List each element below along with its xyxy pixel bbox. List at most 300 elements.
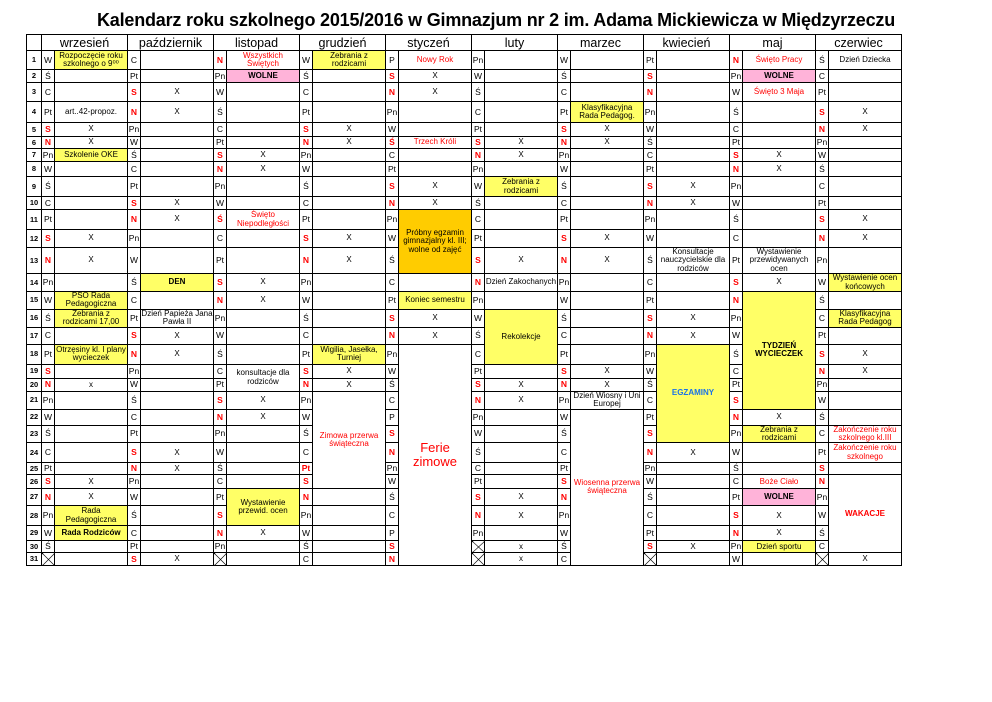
weekday-cell-listopad: W [214, 327, 227, 344]
weekday-cell-luty: Pt [472, 123, 485, 137]
event-cell-luty: X [485, 391, 558, 409]
event-cell-styczen [399, 274, 472, 292]
event-cell-marzec: X [571, 137, 644, 149]
weekday-cell-kwiecien: Pn [644, 463, 656, 474]
event-cell-czerwiec [829, 378, 902, 391]
weekday-cell-styczen: W [386, 364, 399, 378]
event-cell-marzec [571, 70, 644, 83]
weekday-cell-luty: S [472, 137, 485, 149]
weekday-cell-kwiecien: S [644, 541, 657, 553]
weekday-cell-kwiecien: Ś [644, 489, 657, 506]
event-cell-pazdziernik: X [141, 102, 214, 123]
event-cell-czerwiec [829, 162, 902, 177]
event-cell-czerwiec [829, 177, 902, 197]
weekday-cell-styczen: N [386, 83, 399, 102]
weekday-cell-luty: Ś [472, 327, 485, 344]
day-number: 25 [27, 463, 42, 475]
event-cell-wrzesien [55, 391, 128, 409]
weekday-cell-listopad: W [214, 83, 227, 102]
event-cell-pazdziernik [141, 475, 214, 489]
event-cell-czerwiec [829, 248, 902, 274]
weekday-cell-styczen: Ś [386, 378, 399, 391]
weekday-cell-styczen: N [386, 443, 399, 463]
weekday-cell-styczen: S [386, 177, 399, 197]
event-cell-wrzesien: art..42-propoz. [55, 102, 128, 123]
weekday-cell-grudzien: C [300, 83, 313, 102]
weekday-cell-maj: W [730, 83, 743, 102]
event-cell-czerwiec: X [829, 553, 902, 566]
event-cell-maj: Święto Pracy [743, 51, 816, 70]
weekday-cell-maj: W [730, 327, 743, 344]
weekday-cell-czerwiec: Pt [816, 197, 829, 210]
weekday-cell-listopad: W [214, 197, 227, 210]
weekday-cell-kwiecien: Ś [644, 378, 657, 391]
weekday-cell-grudzien: Pn [300, 274, 313, 292]
weekday-cell-styczen: Pt [386, 162, 399, 177]
weekday-cell-maj: N [730, 162, 743, 177]
weekday-cell-grudzien: Pt [300, 210, 313, 230]
event-cell-kwiecien [657, 83, 730, 102]
weekday-cell-listopad: Ś [214, 344, 227, 364]
event-cell-czerwiec [829, 137, 902, 149]
day-row-2 [27, 70, 902, 83]
weekday-cell-wrzesien: S [42, 123, 55, 137]
weekday-cell-wrzesien: N [42, 248, 55, 274]
event-cell-listopad: X [227, 526, 300, 541]
weekday-cell-styczen: Pn [386, 463, 398, 474]
day-number: 23 [27, 425, 42, 443]
weekday-cell-styczen: Ś [386, 137, 399, 149]
weekday-cell-luty: Ś [472, 83, 485, 102]
weekday-cell-wrzesien: Pt [42, 210, 55, 230]
weekday-cell-czerwiec: N [816, 230, 829, 248]
weekday-cell-grudzien: Ś [300, 309, 313, 327]
event-cell-pazdziernik: X [141, 344, 214, 364]
event-cell-maj: TYDZIEŃ WYCIECZEK [743, 291, 816, 409]
weekday-cell-listopad: Pn [214, 541, 226, 552]
event-cell-kwiecien [657, 526, 730, 541]
weekday-cell-maj: Pn [730, 425, 743, 443]
weekday-cell-luty: N [472, 149, 485, 162]
event-cell-listopad [227, 541, 300, 553]
day-row-9 [27, 177, 902, 197]
event-cell-kwiecien [657, 463, 730, 475]
event-cell-kwiecien [657, 162, 730, 177]
month-header: grudzień [300, 35, 386, 51]
calendar-wrapper [26, 34, 902, 566]
event-cell-pazdziernik [141, 541, 214, 553]
weekday-cell-marzec: C [558, 443, 571, 463]
event-cell-styczen [399, 123, 472, 137]
weekday-cell-czerwiec: C [816, 177, 829, 197]
weekday-cell-grudzien: Pt [300, 102, 313, 123]
weekday-cell-czerwiec: S [816, 344, 829, 364]
event-cell-luty [485, 291, 558, 309]
weekday-cell-grudzien: Ś [300, 70, 313, 83]
day-number: 16 [27, 309, 42, 327]
event-cell-kwiecien [657, 274, 730, 292]
weekday-cell-grudzien: W [300, 162, 313, 177]
weekday-cell-pazdziernik: S [128, 197, 141, 210]
day-number: 31 [27, 553, 42, 566]
weekday-cell-styczen: Ś [386, 248, 399, 274]
event-cell-czerwiec [829, 409, 902, 425]
event-cell-grudzien [313, 291, 386, 309]
event-cell-wrzesien: Otrzęsiny kl. I plany wycieczek [56, 344, 126, 363]
weekday-cell-styczen: Pn [386, 344, 399, 364]
month-header: czerwiec [816, 35, 902, 51]
event-cell-grudzien: Zimowa przerwa świąteczna [313, 391, 386, 489]
weekday-cell-grudzien: N [300, 137, 313, 149]
weekday-cell-maj: S [730, 391, 743, 409]
event-cell-styczen: Koniec semestru [399, 291, 472, 309]
event-cell-marzec [571, 344, 644, 364]
weekday-cell-kwiecien: S [644, 177, 657, 197]
event-cell-czerwiec: X [829, 123, 902, 137]
event-cell-czerwiec: X [829, 364, 902, 378]
weekday-cell-kwiecien: C [644, 506, 657, 526]
weekday-cell-luty: C [472, 210, 485, 230]
event-cell-marzec: X [571, 123, 644, 137]
event-cell-styczen [399, 162, 472, 177]
weekday-cell-listopad: C [214, 364, 227, 378]
event-cell-styczen: X [399, 197, 472, 210]
weekday-cell-luty: C [472, 463, 485, 475]
weekday-cell-czerwiec: C [816, 70, 829, 83]
day-number: 20 [27, 378, 42, 391]
weekday-cell-listopad: C [214, 475, 227, 489]
event-cell-czerwiec [829, 391, 902, 409]
weekday-cell-maj: W [730, 553, 743, 566]
event-cell-kwiecien: X [657, 541, 730, 553]
weekday-cell-wrzesien: Ś [42, 541, 55, 553]
weekday-cell-luty: C [472, 102, 485, 123]
weekday-cell-wrzesien: Ś [42, 425, 55, 443]
weekday-cell-wrzesien: W [42, 162, 55, 177]
weekday-cell-luty: Pn [472, 162, 485, 177]
event-cell-grudzien [313, 309, 386, 327]
weekday-cell-marzec: Pt [558, 344, 571, 364]
event-cell-czerwiec: Zakończenie roku szkolnego kl.III [829, 425, 902, 443]
event-cell-maj: Boże Ciało [743, 475, 816, 489]
event-cell-maj [743, 230, 816, 248]
event-cell-grudzien [313, 553, 386, 566]
weekday-cell-styczen: S [386, 541, 399, 553]
weekday-cell-pazdziernik: N [128, 344, 141, 364]
weekday-cell-luty [472, 553, 485, 566]
event-cell-kwiecien [657, 70, 730, 83]
weekday-cell-styczen: W [386, 230, 399, 248]
weekday-cell-grudzien: W [300, 526, 313, 541]
month-header: maj [730, 35, 816, 51]
day-row-5 [27, 123, 902, 137]
day-number: 28 [27, 506, 42, 526]
day-number: 1 [27, 51, 42, 70]
event-cell-kwiecien [657, 210, 730, 230]
weekday-cell-pazdziernik: C [128, 162, 141, 177]
event-cell-listopad: WOLNE [227, 70, 300, 83]
event-cell-grudzien [313, 489, 386, 506]
weekday-cell-wrzesien: W [42, 51, 55, 70]
weekday-cell-pazdziernik: Pt [128, 541, 141, 553]
event-cell-grudzien [313, 210, 386, 230]
weekday-cell-kwiecien: W [644, 123, 657, 137]
event-cell-styczen: X [399, 83, 472, 102]
weekday-cell-maj: S [730, 274, 743, 292]
event-cell-grudzien [313, 506, 386, 526]
weekday-cell-kwiecien: Ś [644, 248, 657, 274]
weekday-cell-czerwiec: C [816, 309, 829, 327]
weekday-cell-wrzesien: W [42, 526, 55, 541]
event-cell-marzec: X [571, 378, 644, 391]
weekday-cell-grudzien: Pn [300, 391, 313, 409]
event-cell-luty [485, 364, 558, 378]
event-cell-styczen [399, 149, 472, 162]
month-header: wrzesień [42, 35, 128, 51]
weekday-cell-listopad: N [214, 526, 227, 541]
weekday-cell-styczen: N [386, 553, 399, 566]
event-cell-czerwiec [829, 463, 902, 475]
event-cell-listopad: X [227, 162, 300, 177]
weekday-cell-kwiecien: W [644, 475, 657, 489]
weekday-cell-listopad [214, 553, 227, 566]
weekday-cell-grudzien: C [300, 443, 313, 463]
event-cell-grudzien [313, 541, 386, 553]
weekday-cell-pazdziernik: Ś [128, 506, 141, 526]
event-cell-wrzesien: X [55, 475, 128, 489]
event-cell-kwiecien [657, 489, 730, 506]
weekday-cell-pazdziernik: N [128, 463, 141, 475]
weekday-cell-luty: Pt [472, 364, 485, 378]
event-cell-luty [485, 197, 558, 210]
event-cell-luty: X [485, 506, 558, 526]
weekday-cell-grudzien: Ś [300, 425, 313, 443]
event-cell-wrzesien: Zebrania z rodzicami 17,00 [55, 309, 128, 327]
weekday-cell-wrzesien: S [42, 230, 55, 248]
weekday-cell-styczen: S [386, 309, 399, 327]
weekday-cell-pazdziernik: N [128, 102, 141, 123]
event-cell-czerwiec [829, 149, 902, 162]
event-cell-luty: X [485, 489, 558, 506]
weekday-cell-maj: Pt [730, 137, 743, 149]
event-cell-marzec [571, 291, 644, 309]
weekday-cell-styczen: C [386, 274, 399, 292]
weekday-cell-pazdziernik: Ś [128, 149, 141, 162]
weekday-cell-marzec: W [558, 162, 571, 177]
event-cell-listopad: Święto Niepodległości [227, 210, 300, 230]
event-cell-maj [743, 177, 816, 197]
weekday-cell-listopad: N [214, 162, 227, 177]
day-number: 9 [27, 177, 42, 197]
event-cell-kwiecien [657, 291, 730, 309]
event-cell-kwiecien [657, 553, 730, 566]
event-cell-pazdziernik [141, 425, 214, 443]
weekday-cell-marzec: Pt [558, 463, 571, 475]
day-row-1 [27, 51, 902, 70]
weekday-cell-wrzesien [42, 553, 55, 566]
month-header: styczeń [386, 35, 472, 51]
event-cell-luty: X [485, 378, 558, 391]
weekday-cell-grudzien: N [300, 378, 313, 391]
weekday-cell-styczen: C [386, 149, 399, 162]
weekday-cell-listopad: Pn [214, 309, 227, 327]
event-cell-pazdziernik [141, 378, 214, 391]
weekday-cell-listopad: S [214, 149, 227, 162]
event-cell-grudzien: Zebrania z rodzicami [313, 51, 386, 70]
weekday-cell-maj: N [730, 51, 743, 70]
event-cell-wrzesien [55, 463, 128, 475]
month-header-row [27, 35, 902, 51]
event-cell-pazdziernik [141, 51, 214, 70]
event-cell-wrzesien: Rada Pedagogiczna [55, 506, 128, 526]
event-cell-wrzesien [55, 197, 128, 210]
event-cell-maj: X [743, 409, 816, 425]
weekday-cell-czerwiec: N [816, 123, 829, 137]
event-cell-kwiecien [657, 230, 730, 248]
weekday-cell-czerwiec: Ś [816, 162, 829, 177]
month-header: luty [472, 35, 558, 51]
weekday-cell-pazdziernik: C [128, 291, 141, 309]
event-cell-maj: WOLNE [743, 489, 816, 506]
weekday-cell-marzec: C [558, 197, 571, 210]
event-cell-czerwiec [829, 327, 902, 344]
weekday-cell-maj: Ś [730, 344, 743, 364]
event-cell-kwiecien: X [657, 443, 730, 463]
day-row-6 [27, 137, 902, 149]
day-number: 19 [27, 364, 42, 378]
weekday-cell-marzec: Ś [558, 177, 571, 197]
weekday-cell-maj: C [730, 364, 743, 378]
event-cell-kwiecien [657, 102, 730, 123]
weekday-cell-marzec: N [558, 378, 571, 391]
weekday-cell-kwiecien: C [644, 391, 657, 409]
month-header: marzec [558, 35, 644, 51]
weekday-cell-marzec: Ś [558, 70, 571, 83]
event-cell-wrzesien [55, 327, 128, 344]
weekday-cell-czerwiec [816, 553, 829, 566]
event-cell-wrzesien: PSO Rada Pedagogiczna [55, 291, 128, 309]
weekday-cell-pazdziernik: W [128, 248, 141, 274]
day-number: 30 [27, 541, 42, 553]
event-cell-pazdziernik [141, 506, 214, 526]
weekday-cell-czerwiec: W [816, 391, 829, 409]
event-cell-pazdziernik: X [141, 443, 214, 463]
weekday-cell-wrzesien: Pt [42, 463, 55, 475]
weekday-cell-luty: S [472, 378, 485, 391]
event-cell-kwiecien [657, 137, 730, 149]
event-cell-wrzesien [55, 70, 128, 83]
event-cell-marzec: X [571, 230, 644, 248]
event-cell-kwiecien: X [657, 309, 730, 327]
event-cell-marzec: X [571, 248, 644, 274]
event-cell-kwiecien: X [657, 197, 730, 210]
weekday-cell-maj: Pn [730, 177, 743, 197]
day-row-15 [27, 291, 902, 309]
weekday-cell-listopad: Pn [214, 70, 226, 81]
weekday-cell-grudzien: W [300, 51, 313, 70]
event-cell-luty [485, 83, 558, 102]
weekday-cell-kwiecien: N [644, 327, 657, 344]
day-number: 12 [27, 230, 42, 248]
event-cell-czerwiec [829, 83, 902, 102]
event-cell-luty: x [485, 553, 558, 566]
event-cell-kwiecien: X [657, 177, 730, 197]
day-number: 15 [27, 291, 42, 309]
weekday-cell-listopad: Pt [214, 489, 227, 506]
weekday-cell-wrzesien: N [42, 378, 55, 391]
weekday-cell-listopad: C [214, 230, 227, 248]
day-number: 7 [27, 149, 42, 162]
weekday-cell-styczen: Pt [386, 291, 399, 309]
event-cell-czerwiec [829, 70, 902, 83]
weekday-cell-listopad: Pt [214, 248, 227, 274]
weekday-cell-luty: Pt [472, 230, 485, 248]
event-cell-grudzien: X [313, 378, 386, 391]
event-cell-marzec: Klasyfikacyjna Rada Pedagog. [571, 102, 644, 123]
event-cell-pazdziernik [141, 162, 214, 177]
weekday-cell-czerwiec: Ś [816, 51, 829, 70]
weekday-cell-maj: Pt [730, 248, 743, 274]
event-cell-listopad: X [227, 274, 300, 292]
weekday-cell-wrzesien: Pn [42, 506, 55, 526]
event-cell-marzec [571, 309, 644, 327]
weekday-cell-pazdziernik: S [128, 443, 141, 463]
calendar-table [26, 34, 902, 566]
month-header: kwiecień [644, 35, 730, 51]
event-cell-listopad [227, 83, 300, 102]
day-number: 22 [27, 409, 42, 425]
event-cell-luty [485, 425, 558, 443]
event-cell-marzec [571, 162, 644, 177]
weekday-cell-grudzien: N [300, 248, 313, 274]
weekday-cell-wrzesien: W [42, 291, 55, 309]
weekday-cell-czerwiec: Pt [816, 83, 829, 102]
weekday-cell-listopad: Pn [214, 425, 227, 443]
weekday-cell-pazdziernik: Pt [128, 309, 141, 327]
weekday-cell-marzec: W [558, 291, 571, 309]
event-cell-marzec [571, 327, 644, 344]
weekday-cell-kwiecien: Ś [644, 137, 657, 149]
weekday-cell-kwiecien: Pn [644, 102, 657, 123]
event-cell-styczen: Próbny egzamin gimnazjalny kl. III; wolne od zajęć [399, 210, 472, 274]
weekday-cell-pazdziernik: N [128, 210, 141, 230]
weekday-cell-grudzien: S [300, 364, 313, 378]
weekday-cell-czerwiec: Ś [816, 526, 829, 541]
event-cell-grudzien: Wigilia, Jasełka, Turniej [313, 344, 386, 364]
weekday-cell-czerwiec: Pn [816, 137, 828, 148]
event-cell-luty [485, 526, 558, 541]
weekday-cell-maj: Pn [730, 541, 742, 552]
weekday-cell-czerwiec: C [816, 541, 829, 553]
weekday-cell-listopad: Ś [214, 210, 227, 230]
event-cell-styczen: Ferie zimowe [399, 344, 472, 566]
weekday-cell-styczen: C [386, 391, 399, 409]
event-cell-wrzesien: Szkolenie OKE [55, 149, 128, 162]
weekday-cell-grudzien: S [300, 230, 313, 248]
weekday-cell-wrzesien: Ś [42, 177, 55, 197]
event-cell-luty: Zebrania z rodzicami [485, 177, 558, 197]
event-cell-grudzien [313, 149, 386, 162]
event-cell-wrzesien [55, 364, 128, 378]
weekday-cell-czerwiec: S [816, 102, 829, 123]
event-cell-marzec: X [571, 364, 644, 378]
weekday-cell-marzec: Pt [558, 210, 571, 230]
weekday-cell-luty: W [472, 309, 485, 327]
weekday-cell-styczen: W [386, 475, 399, 489]
weekday-cell-luty [472, 541, 485, 553]
weekday-cell-maj: S [730, 149, 743, 162]
event-cell-styczen [399, 102, 472, 123]
